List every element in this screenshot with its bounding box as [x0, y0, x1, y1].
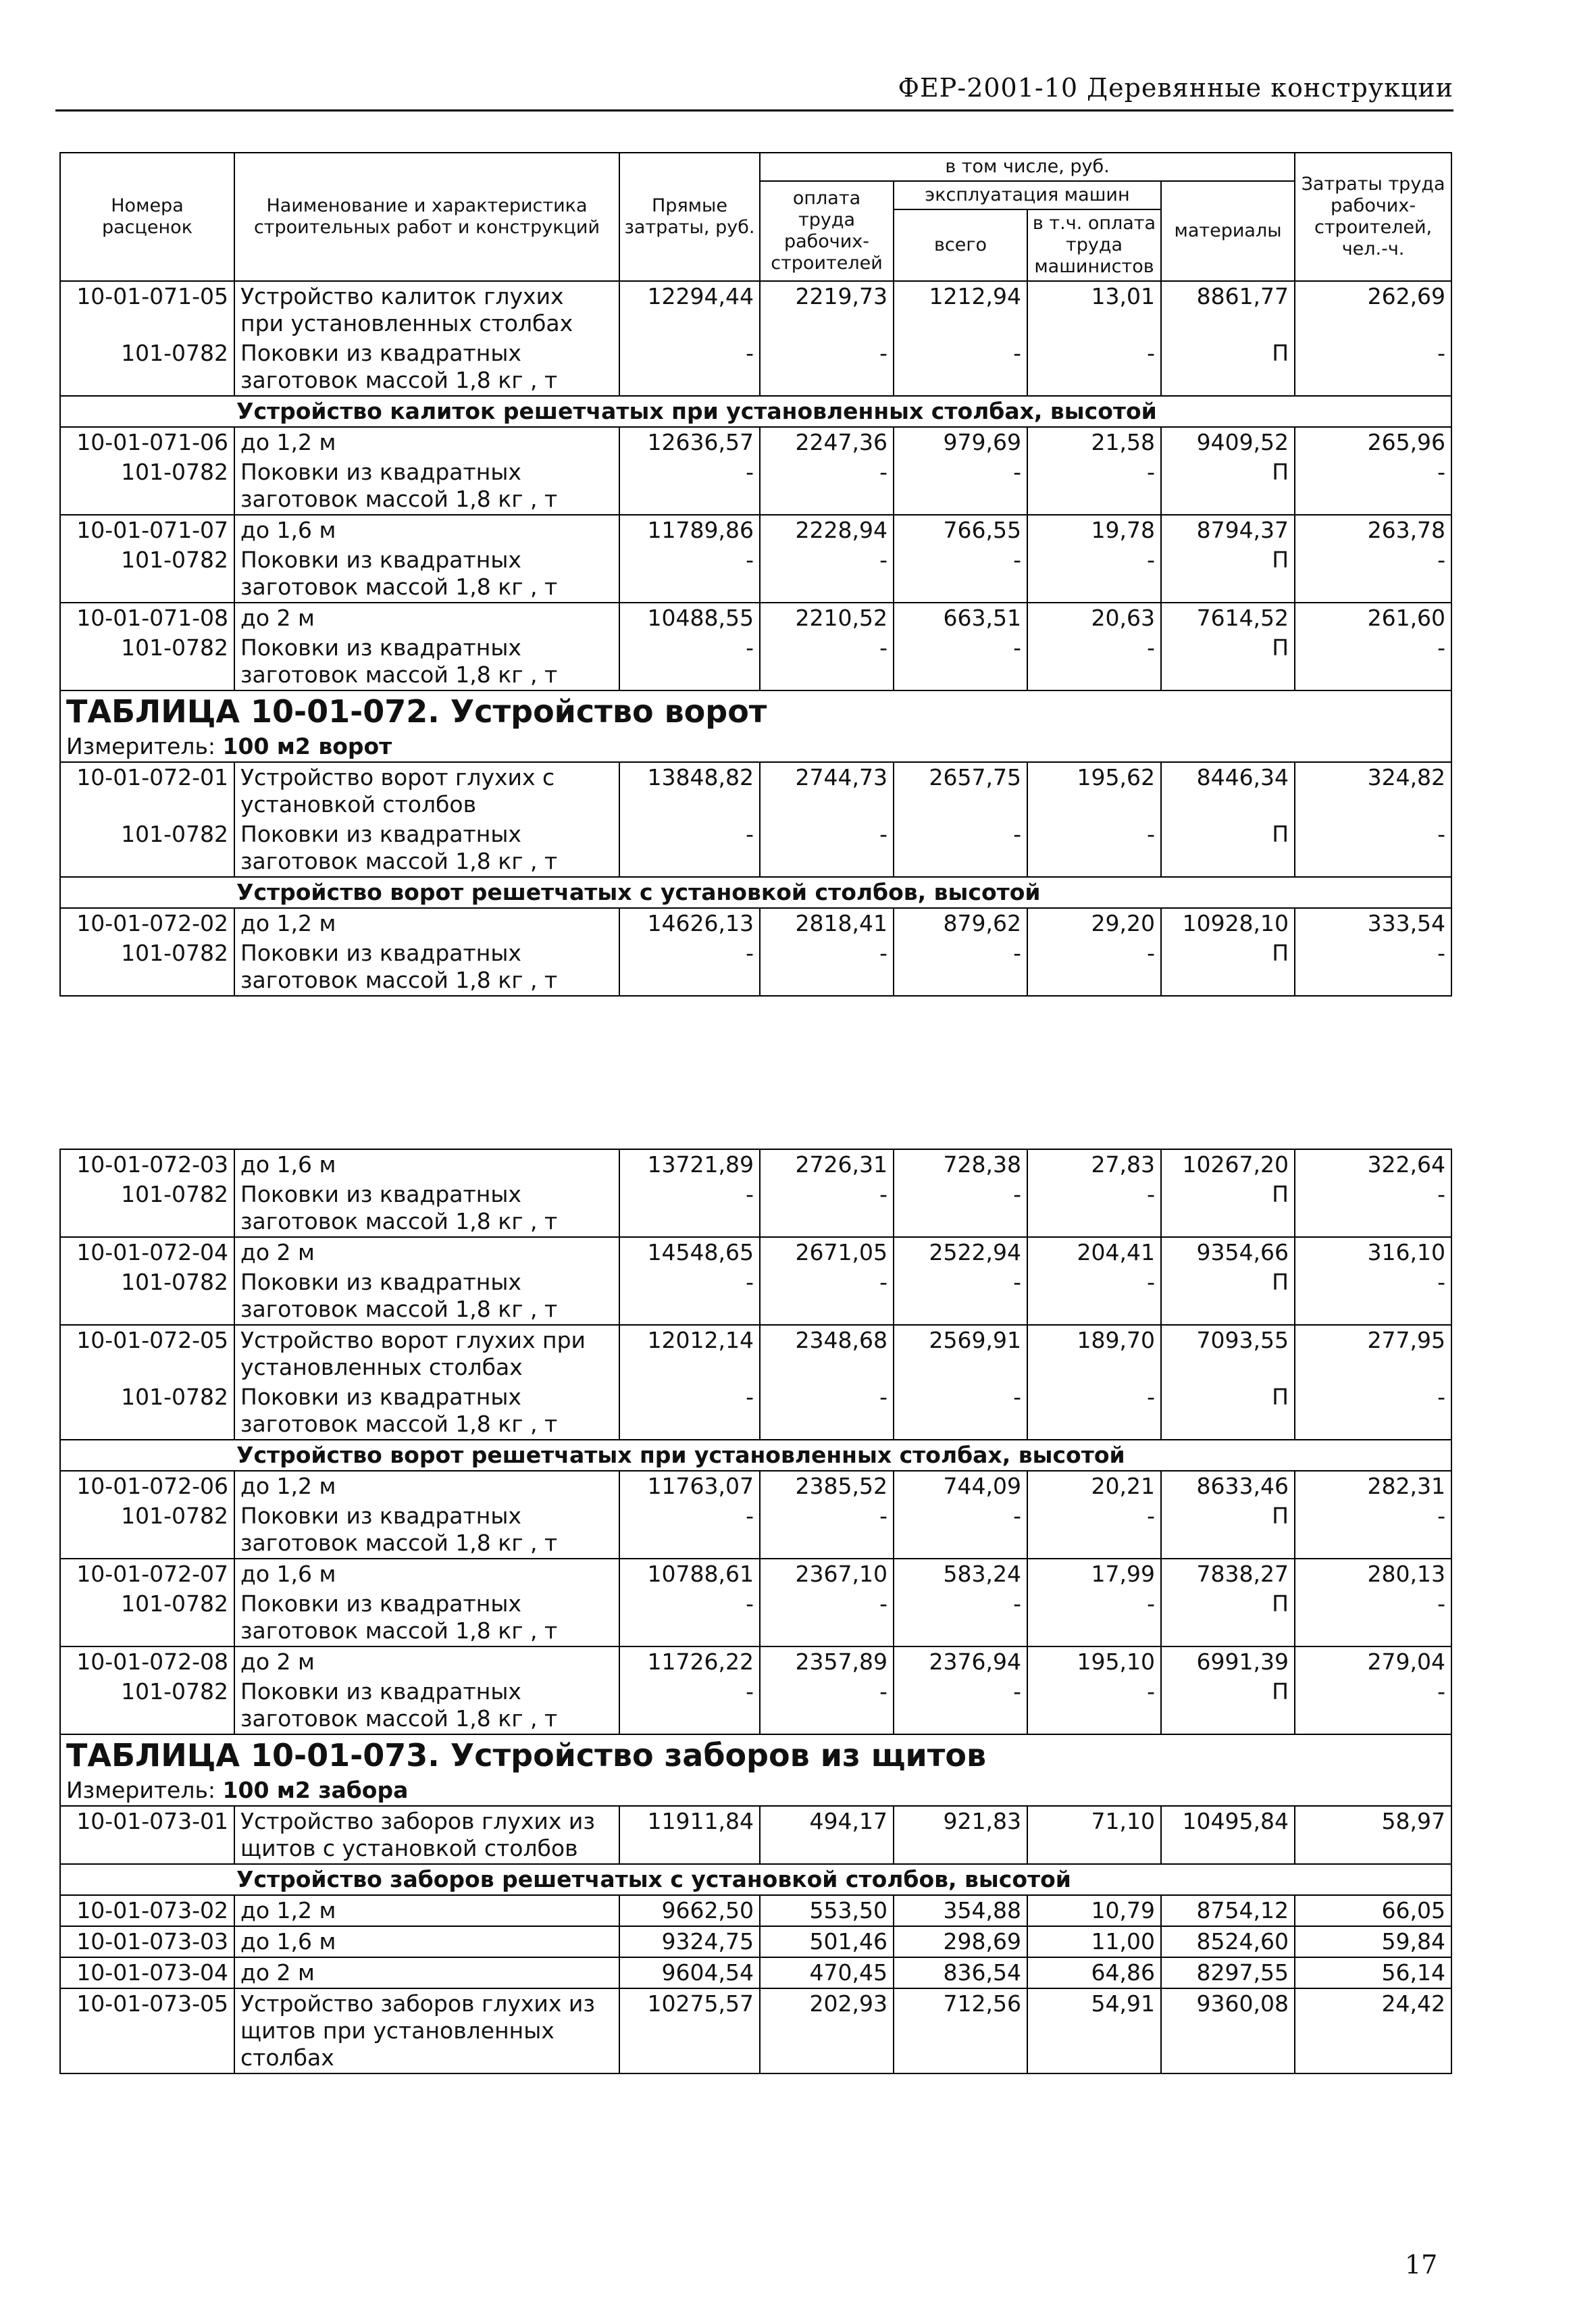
direct-cost: 10275,57 [619, 1988, 760, 2073]
dash: - [1027, 457, 1161, 515]
dash: - [619, 938, 760, 996]
labor-cost: 66,05 [1295, 1895, 1451, 1926]
rate-row [60, 1957, 1451, 1988]
col-labor-header: Затраты труда рабочих-строителей, чел.-ч. [1295, 153, 1451, 281]
section-row [60, 1440, 1451, 1471]
dash: - [760, 338, 894, 396]
resource-row [60, 1501, 1451, 1559]
dash: - [1027, 1180, 1161, 1237]
resource-code: 101-0782 [60, 338, 234, 396]
dash: - [760, 1501, 894, 1559]
rate-code: 10-01-073-01 [60, 1806, 234, 1864]
materials-cost: 8633,46 [1161, 1471, 1295, 1501]
labor-cost: 333,54 [1295, 908, 1451, 938]
machinists-cost: 71,10 [1027, 1806, 1161, 1864]
dash: - [1027, 1267, 1161, 1325]
materials-cost: 8794,37 [1161, 515, 1295, 545]
wages-cost: 2348,68 [760, 1325, 894, 1382]
labor-cost: 265,96 [1295, 427, 1451, 457]
rate-name: до 1,6 м [234, 515, 619, 545]
rate-code: 10-01-072-08 [60, 1646, 234, 1677]
table-title: ТАБЛИЦА 10-01-073. Устройство заборов из щитов [60, 1734, 1451, 1776]
page-number: 17 [1405, 2250, 1438, 2280]
unit-value: 100 м2 забора [222, 1777, 409, 1803]
resource-code: 101-0782 [60, 938, 234, 996]
section-title: Устройство ворот решетчатых с установкой столбов, высотой [60, 877, 1451, 908]
dash: - [894, 1180, 1027, 1237]
col-including-header: в том числе, руб. [760, 153, 1295, 181]
dash: - [894, 1589, 1027, 1646]
dash: - [760, 820, 894, 877]
labor-cost: 316,10 [1295, 1237, 1451, 1267]
dash: - [619, 1180, 760, 1237]
resource-row [60, 1677, 1451, 1734]
wages-cost: 2210,52 [760, 603, 894, 633]
resource-code: 101-0782 [60, 545, 234, 603]
p-mark: П [1161, 1589, 1295, 1646]
resource-name: Поковки из квадратных заготовок массой 1,8 кг , т [234, 338, 619, 396]
header-rule [55, 109, 1453, 111]
col-materials-header: материалы [1161, 181, 1295, 281]
dash: - [894, 457, 1027, 515]
rate-code: 10-01-072-02 [60, 908, 234, 938]
rate-code: 10-01-071-05 [60, 281, 234, 338]
resource-code: 101-0782 [60, 1382, 234, 1440]
labor-cost: 324,82 [1295, 762, 1451, 820]
rate-name: Устройство ворот глухих с установкой столбов [234, 762, 619, 820]
machinists-cost: 29,20 [1027, 908, 1161, 938]
resource-name: Поковки из квадратных заготовок массой 1,8 кг , т [234, 1501, 619, 1559]
unit-value: 100 м2 ворот [222, 733, 392, 759]
dash: - [894, 1382, 1027, 1440]
dash: - [1295, 457, 1451, 515]
rate-row [60, 1325, 1451, 1382]
materials-cost: 8297,55 [1161, 1957, 1295, 1988]
resource-row [60, 820, 1451, 877]
wages-cost: 494,17 [760, 1806, 894, 1864]
unit-line [60, 732, 1451, 762]
dash: - [894, 633, 1027, 690]
rate-row [60, 1471, 1451, 1501]
rate-row [60, 1559, 1451, 1589]
rate-code: 10-01-072-05 [60, 1325, 234, 1382]
resource-name: Поковки из квадратных заготовок массой 1,8 кг , т [234, 1589, 619, 1646]
rate-row [60, 1149, 1451, 1180]
machines-cost: 663,51 [894, 603, 1027, 633]
machines-cost: 1212,94 [894, 281, 1027, 338]
resource-code: 101-0782 [60, 1677, 234, 1734]
machines-cost: 2522,94 [894, 1237, 1027, 1267]
rate-name: до 1,2 м [234, 1895, 619, 1926]
dash: - [894, 1501, 1027, 1559]
dash: - [760, 1382, 894, 1440]
direct-cost: 11726,22 [619, 1646, 760, 1677]
dash: - [760, 1589, 894, 1646]
col-code-header: Номера расценок [60, 153, 234, 281]
dash: - [1027, 820, 1161, 877]
col-machines-total-header: всего [894, 209, 1027, 281]
dash: - [760, 1677, 894, 1734]
machines-cost: 2376,94 [894, 1646, 1027, 1677]
rate-row [60, 1895, 1451, 1926]
p-mark: П [1161, 1267, 1295, 1325]
dash: - [1295, 1267, 1451, 1325]
resource-name: Поковки из квадратных заготовок массой 1,8 кг , т [234, 820, 619, 877]
dash: - [1027, 633, 1161, 690]
rate-row [60, 1988, 1451, 2073]
machinists-cost: 17,99 [1027, 1559, 1161, 1589]
p-mark: П [1161, 1677, 1295, 1734]
labor-cost: 59,84 [1295, 1926, 1451, 1957]
rate-name: до 2 м [234, 1957, 619, 1988]
rate-name: до 1,2 м [234, 908, 619, 938]
direct-cost: 9604,54 [619, 1957, 760, 1988]
dash: - [619, 1267, 760, 1325]
labor-cost: 280,13 [1295, 1559, 1451, 1589]
p-mark: П [1161, 1180, 1295, 1237]
dash: - [894, 938, 1027, 996]
dash: - [619, 338, 760, 396]
materials-cost: 7838,27 [1161, 1559, 1295, 1589]
machinists-cost: 27,83 [1027, 1149, 1161, 1180]
materials-cost: 8446,34 [1161, 762, 1295, 820]
col-machines-header: эксплуатация машин [894, 181, 1161, 209]
machinists-cost: 195,10 [1027, 1646, 1161, 1677]
machines-cost: 583,24 [894, 1559, 1027, 1589]
p-mark: П [1161, 545, 1295, 603]
resource-row [60, 338, 1451, 396]
direct-cost: 9324,75 [619, 1926, 760, 1957]
rates-table-part-2 [59, 1149, 1452, 2074]
resource-code: 101-0782 [60, 1589, 234, 1646]
machines-cost: 354,88 [894, 1895, 1027, 1926]
dash: - [760, 457, 894, 515]
resource-row [60, 1180, 1451, 1237]
dash: - [894, 545, 1027, 603]
machines-cost: 728,38 [894, 1149, 1027, 1180]
materials-cost: 10928,10 [1161, 908, 1295, 938]
wages-cost: 2357,89 [760, 1646, 894, 1677]
direct-cost: 11911,84 [619, 1806, 760, 1864]
machines-cost: 921,83 [894, 1806, 1027, 1864]
machines-cost: 979,69 [894, 427, 1027, 457]
page-header: ФЕР-2001-10 Деревянные конструкции [898, 73, 1453, 103]
dash: - [1295, 1180, 1451, 1237]
unit-label: Измеритель: [66, 1777, 216, 1803]
wages-cost: 2818,41 [760, 908, 894, 938]
dash: - [1027, 1677, 1161, 1734]
machines-cost: 2569,91 [894, 1325, 1027, 1382]
materials-cost: 8861,77 [1161, 281, 1295, 338]
rate-name: Устройство калиток глухих при установленных столбах [234, 281, 619, 338]
dash: - [619, 1677, 760, 1734]
machines-cost: 712,56 [894, 1988, 1027, 2073]
labor-cost: 58,97 [1295, 1806, 1451, 1864]
dash: - [760, 938, 894, 996]
unit-label: Измеритель: [66, 733, 216, 759]
resource-code: 101-0782 [60, 820, 234, 877]
col-machinists-header: в т.ч. оплата труда машинистов [1027, 209, 1161, 281]
section-row [60, 877, 1451, 908]
materials-cost: 6991,39 [1161, 1646, 1295, 1677]
resource-code: 101-0782 [60, 1180, 234, 1237]
dash: - [619, 1501, 760, 1559]
dash: - [894, 820, 1027, 877]
rate-name: до 2 м [234, 1646, 619, 1677]
materials-cost: 9409,52 [1161, 427, 1295, 457]
materials-cost: 10495,84 [1161, 1806, 1295, 1864]
dash: - [1295, 820, 1451, 877]
p-mark: П [1161, 1382, 1295, 1440]
rate-name: до 2 м [234, 603, 619, 633]
dash: - [1295, 1589, 1451, 1646]
direct-cost: 10488,55 [619, 603, 760, 633]
resource-row [60, 1589, 1451, 1646]
dash: - [894, 338, 1027, 396]
p-mark: П [1161, 633, 1295, 690]
wages-cost: 202,93 [760, 1988, 894, 2073]
materials-cost: 7614,52 [1161, 603, 1295, 633]
rate-name: до 1,6 м [234, 1926, 619, 1957]
resource-row [60, 1382, 1451, 1440]
rate-row [60, 427, 1451, 457]
resource-name: Поковки из квадратных заготовок массой 1,8 кг , т [234, 1677, 619, 1734]
dash: - [1027, 1589, 1161, 1646]
labor-cost: 277,95 [1295, 1325, 1451, 1382]
table-title-row [60, 1734, 1451, 1776]
resource-row [60, 1267, 1451, 1325]
dash: - [1295, 338, 1451, 396]
rate-code: 10-01-071-08 [60, 603, 234, 633]
dash: - [1027, 338, 1161, 396]
rate-row [60, 515, 1451, 545]
table-title: ТАБЛИЦА 10-01-072. Устройство ворот [60, 690, 1451, 732]
labor-cost: 282,31 [1295, 1471, 1451, 1501]
rate-name: Устройство заборов глухих из щитов при установленных столбах [234, 1988, 619, 2073]
dash: - [1295, 1382, 1451, 1440]
wages-cost: 2247,36 [760, 427, 894, 457]
machinists-cost: 10,79 [1027, 1895, 1161, 1926]
resource-code: 101-0782 [60, 633, 234, 690]
dash: - [760, 1180, 894, 1237]
labor-cost: 322,64 [1295, 1149, 1451, 1180]
dash: - [1027, 938, 1161, 996]
rate-code: 10-01-072-06 [60, 1471, 234, 1501]
resource-code: 101-0782 [60, 457, 234, 515]
labor-cost: 261,60 [1295, 603, 1451, 633]
rate-code: 10-01-072-03 [60, 1149, 234, 1180]
wages-cost: 470,45 [760, 1957, 894, 1988]
labor-cost: 262,69 [1295, 281, 1451, 338]
col-direct-header: Прямые затраты, руб. [619, 153, 760, 281]
resource-name: Поковки из квадратных заготовок массой 1,8 кг , т [234, 457, 619, 515]
resource-name: Поковки из квадратных заготовок массой 1,8 кг , т [234, 545, 619, 603]
table-title-row [60, 690, 1451, 732]
p-mark: П [1161, 938, 1295, 996]
machinists-cost: 19,78 [1027, 515, 1161, 545]
rate-code: 10-01-073-02 [60, 1895, 234, 1926]
labor-cost: 24,42 [1295, 1988, 1451, 2073]
direct-cost: 10788,61 [619, 1559, 760, 1589]
resource-name: Поковки из квадратных заготовок массой 1,8 кг , т [234, 633, 619, 690]
materials-cost: 7093,55 [1161, 1325, 1295, 1382]
rate-row [60, 1806, 1451, 1864]
machines-cost: 836,54 [894, 1957, 1027, 1988]
wages-cost: 2744,73 [760, 762, 894, 820]
dash: - [619, 820, 760, 877]
col-name-header: Наименование и характеристика строительных работ и конструкций [234, 153, 619, 281]
direct-cost: 12012,14 [619, 1325, 760, 1382]
machinists-cost: 11,00 [1027, 1926, 1161, 1957]
machines-cost: 2657,75 [894, 762, 1027, 820]
wages-cost: 2367,10 [760, 1559, 894, 1589]
direct-cost: 13848,82 [619, 762, 760, 820]
rate-code: 10-01-072-07 [60, 1559, 234, 1589]
p-mark: П [1161, 338, 1295, 396]
machinists-cost: 21,58 [1027, 427, 1161, 457]
rate-row [60, 1926, 1451, 1957]
resource-name: Поковки из квадратных заготовок массой 1,8 кг , т [234, 1267, 619, 1325]
rate-row [60, 762, 1451, 820]
unit-line [60, 1776, 1451, 1806]
direct-cost: 12294,44 [619, 281, 760, 338]
dash: - [619, 1382, 760, 1440]
machinists-cost: 64,86 [1027, 1957, 1161, 1988]
rate-code: 10-01-071-07 [60, 515, 234, 545]
resource-code: 101-0782 [60, 1501, 234, 1559]
dash: - [894, 1267, 1027, 1325]
section-row [60, 396, 1451, 427]
rate-code: 10-01-071-06 [60, 427, 234, 457]
dash: - [1027, 1501, 1161, 1559]
dash: - [1027, 1382, 1161, 1440]
rates-table-part-1 [59, 152, 1452, 997]
machinists-cost: 54,91 [1027, 1988, 1161, 2073]
wages-cost: 501,46 [760, 1926, 894, 1957]
p-mark: П [1161, 457, 1295, 515]
wages-cost: 2671,05 [760, 1237, 894, 1267]
rate-name: до 1,2 м [234, 427, 619, 457]
machinists-cost: 20,21 [1027, 1471, 1161, 1501]
unit-row [60, 1776, 1451, 1806]
direct-cost: 14626,13 [619, 908, 760, 938]
dash: - [619, 457, 760, 515]
rate-row [60, 908, 1451, 938]
materials-cost: 8524,60 [1161, 1926, 1295, 1957]
rate-code: 10-01-072-04 [60, 1237, 234, 1267]
machines-cost: 744,09 [894, 1471, 1027, 1501]
materials-cost: 9360,08 [1161, 1988, 1295, 2073]
materials-cost: 9354,66 [1161, 1237, 1295, 1267]
rate-name: Устройство ворот глухих при установленных столбах [234, 1325, 619, 1382]
machines-cost: 766,55 [894, 515, 1027, 545]
rate-row [60, 281, 1451, 338]
wages-cost: 553,50 [760, 1895, 894, 1926]
rate-name: до 1,6 м [234, 1559, 619, 1589]
labor-cost: 56,14 [1295, 1957, 1451, 1988]
direct-cost: 13721,89 [619, 1149, 760, 1180]
dash: - [619, 1589, 760, 1646]
rate-code: 10-01-073-05 [60, 1988, 234, 2073]
resource-row [60, 545, 1451, 603]
machinists-cost: 204,41 [1027, 1237, 1161, 1267]
unit-row [60, 732, 1451, 762]
dash: - [1027, 545, 1161, 603]
wages-cost: 2385,52 [760, 1471, 894, 1501]
rate-name: до 2 м [234, 1237, 619, 1267]
resource-row [60, 938, 1451, 996]
rate-name: до 1,6 м [234, 1149, 619, 1180]
dash: - [760, 1267, 894, 1325]
machinists-cost: 20,63 [1027, 603, 1161, 633]
p-mark: П [1161, 1501, 1295, 1559]
dash: - [1295, 545, 1451, 603]
rate-code: 10-01-073-03 [60, 1926, 234, 1957]
dash: - [619, 633, 760, 690]
direct-cost: 11789,86 [619, 515, 760, 545]
wages-cost: 2726,31 [760, 1149, 894, 1180]
rate-row [60, 603, 1451, 633]
section-title: Устройство заборов решетчатых с установкой столбов, высотой [60, 1864, 1451, 1895]
machines-cost: 879,62 [894, 908, 1027, 938]
rate-code: 10-01-072-01 [60, 762, 234, 820]
machinists-cost: 195,62 [1027, 762, 1161, 820]
direct-cost: 11763,07 [619, 1471, 760, 1501]
dash: - [1295, 1677, 1451, 1734]
dash: - [619, 545, 760, 603]
dash: - [760, 545, 894, 603]
rate-name: до 1,2 м [234, 1471, 619, 1501]
rate-row [60, 1237, 1451, 1267]
section-title: Устройство ворот решетчатых при установленных столбах, высотой [60, 1440, 1451, 1471]
dash: - [1295, 1501, 1451, 1559]
p-mark: П [1161, 820, 1295, 877]
machines-cost: 298,69 [894, 1926, 1027, 1957]
dash: - [760, 633, 894, 690]
col-wages-header: оплата труда рабочих-строителей [760, 181, 894, 281]
rate-code: 10-01-073-04 [60, 1957, 234, 1988]
materials-cost: 10267,20 [1161, 1149, 1295, 1180]
labor-cost: 263,78 [1295, 515, 1451, 545]
dash: - [894, 1677, 1027, 1734]
resource-row [60, 457, 1451, 515]
machinists-cost: 189,70 [1027, 1325, 1161, 1382]
resource-code: 101-0782 [60, 1267, 234, 1325]
rate-row [60, 1646, 1451, 1677]
header-row-1 [60, 153, 1451, 181]
resource-name: Поковки из квадратных заготовок массой 1,8 кг , т [234, 1180, 619, 1237]
resource-row [60, 633, 1451, 690]
materials-cost: 8754,12 [1161, 1895, 1295, 1926]
resource-name: Поковки из квадратных заготовок массой 1,8 кг , т [234, 938, 619, 996]
wages-cost: 2228,94 [760, 515, 894, 545]
direct-cost: 12636,57 [619, 427, 760, 457]
dash: - [1295, 938, 1451, 996]
wages-cost: 2219,73 [760, 281, 894, 338]
section-title: Устройство калиток решетчатых при установленных столбах, высотой [60, 396, 1451, 427]
labor-cost: 279,04 [1295, 1646, 1451, 1677]
resource-name: Поковки из квадратных заготовок массой 1,8 кг , т [234, 1382, 619, 1440]
machinists-cost: 13,01 [1027, 281, 1161, 338]
rate-name: Устройство заборов глухих из щитов с установкой столбов [234, 1806, 619, 1864]
direct-cost: 9662,50 [619, 1895, 760, 1926]
direct-cost: 14548,65 [619, 1237, 760, 1267]
dash: - [1295, 633, 1451, 690]
section-row [60, 1864, 1451, 1895]
